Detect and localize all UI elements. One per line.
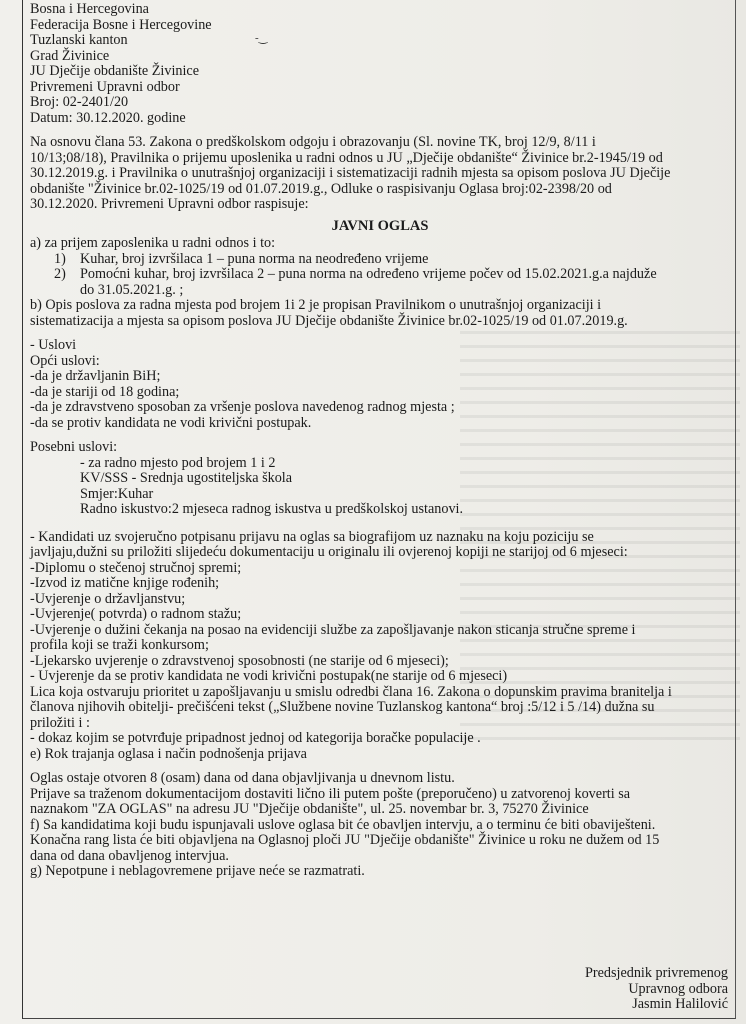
section-a: [30, 236, 730, 298]
general-condition: -da je zdravstveno sposoban za vršenje poslova navedenog radnog mjesta ;: [30, 399, 455, 415]
signature-name: Jasmin Halilović: [632, 996, 728, 1012]
position-number: 1): [54, 250, 66, 267]
document-title: JAVNI OGLAS: [331, 217, 429, 234]
legal-basis-line: 30.12.2019.g. i Pravilnika o unutrašnjoj organizaciji i sistematizaciji radnih mjesta sa opisom poslova JU Dječije: [30, 165, 671, 181]
header-number: Broj: 02-2401/20: [30, 94, 129, 110]
legal-basis-line: 10/13;08/18), Pravilnika o prijemu uposlenika u radni odnos u JU „Dječije obdanište“ Živinice br.2-1945/19 od: [30, 149, 663, 166]
document-item: -Izvod iz matične knjige rođenih;: [30, 575, 220, 591]
legal-basis-line: 30.12.2020. Privremeni Upravni odbor raspisuje:: [30, 196, 309, 212]
document-item: -Uvjerenje( potvrda) o radnom stažu;: [30, 606, 242, 622]
position-item: [30, 267, 730, 283]
special-condition: Smjer:Kuhar: [80, 485, 154, 502]
section-a-heading: a) za prijem zaposlenika u radni odnos i to:: [30, 235, 276, 251]
document-item: - Uvjerenje da se protiv kandidata ne vodi krivični postupak(ne starije od 6 mjeseci): [30, 668, 508, 684]
general-condition: -da je državljanin BiH;: [30, 368, 161, 384]
closing-line: dana od dana obavljenog intervjua.: [30, 847, 229, 864]
position-text: Kuhar, broj izvršilaca 1 – puna norma na neodređeno vrijeme: [80, 250, 429, 267]
document-item: članova njihovih obitelji- prečišćeni tekst („Službene novine Tuzlanskog kantona“ broj :5/12 i 5 /14) dužna su: [30, 699, 655, 715]
legal-basis-line: obdanište "Živinice br.02-1025/19 od 01.07.2019.g., Odluke o raspisivanju Oglasa broj:02-2398/20 od: [30, 180, 612, 197]
header-city: Grad Živinice: [30, 47, 110, 64]
conditions-heading: - Uslovi: [30, 337, 77, 353]
document-item: profila koji se traži konkursom;: [30, 637, 209, 653]
special-conditions-heading: Posebni uslovi:: [30, 439, 118, 455]
conditions-section: [30, 338, 730, 518]
general-conditions-heading: Opći uslovi:: [30, 352, 100, 369]
closing-line: g) Nepotpune i neblagovremene prijave neće se razmatrati.: [30, 863, 365, 879]
closing-section: [30, 771, 730, 880]
header-institution: JU Dječije obdanište Živinice: [30, 63, 200, 79]
section-b-line: b) Opis poslova za radna mjesta pod brojem 1i 2 je propisan Pravilnikom o unutrašnjoj organizaciji i: [30, 297, 602, 313]
closing-line: naznakom "ZA OGLAS" na adresu JU "Dječije obdanište", ul. 25. novembar br. 3, 75270 Živinice: [30, 801, 589, 817]
position-text: Pomoćni kuhar, broj izvršilaca 2 – puna norma na određeno vrijeme počev od 15.02.2021.g.a najduže: [80, 266, 657, 282]
document-item: -Diplomu o stečenoj stručnoj spremi;: [30, 559, 242, 576]
header-canton: Tuzlanski kanton: [30, 32, 128, 48]
document-item: priložiti i :: [30, 714, 90, 731]
document-item: Lica koja ostvaruju prioritet u zapošljavanju u smislu odredbi člana 16. Zakona o dopunskim pravima branitelja i: [30, 683, 672, 700]
closing-line: Prijave sa traženom dokumentacijom dostaviti lično ili putem pošte (preporučeno) u zatvorenoj koverti sa: [30, 785, 631, 802]
document-item: -Uvjerenje o državljanstvu;: [30, 590, 186, 607]
document-item: -Ljekarsko uvjerenje o zdravstvenoj sposobnosti (ne starije od 6 mjeseci);: [30, 652, 449, 669]
header-date: Datum: 30.12.2020. godine: [30, 109, 186, 126]
header-federation: Federacija Bosne i Hercegovine: [30, 16, 212, 33]
header-board: Privremeni Upravni odbor: [30, 78, 180, 95]
signature-block: [585, 966, 728, 1013]
special-condition: KV/SSS - Srednja ugostiteljska škola: [80, 470, 293, 486]
legal-basis-paragraph: [30, 135, 730, 213]
announcement-body: [30, 2, 730, 880]
closing-line: f) Sa kandidatima koji budu ispunjavali uslove oglasa bit će obavljen intervju, a o terminu će biti obaviješteni.: [30, 816, 656, 833]
section-b-line: sistematizacija a mjesta sa opisom poslova JU Dječije obdanište Živinice br.02-1025/19 od 01.07.2019.g.: [30, 312, 628, 329]
header-country: Bosna i Hercegovina: [30, 1, 149, 17]
documents-intro: - Kandidati uz svojeručno potpisanu prijavu na oglas sa biografijom uz naznaku na koju poziciju se: [30, 528, 594, 545]
position-number: 2): [54, 266, 66, 282]
special-condition: - za radno mjesto pod brojem 1 i 2: [80, 454, 276, 471]
position-item: [30, 252, 730, 268]
ink-mark: -‿: [255, 32, 268, 44]
document-item: -Uvjerenje o dužini čekanja na posao na evidenciji službe za zapošljavanje nakon sticanja stručne spreme i: [30, 621, 636, 638]
special-condition: Radno iskustvo:2 mjeseca radnog iskustva u predškolskoj ustanovi.: [80, 501, 464, 517]
signature-body: Upravnog odbora: [628, 980, 728, 997]
general-condition: -da je stariji od 18 godina;: [30, 383, 180, 400]
section-e-heading: e) Rok trajanja oglasa i način podnošenja prijava: [30, 745, 307, 762]
general-condition: -da se protiv kandidata ne vodi krivični postupak.: [30, 414, 312, 431]
documents-section: [30, 530, 730, 763]
legal-basis-line: Na osnovu člana 53. Zakona o predškolskom odgoju i obrazovanju (Sl. novine TK, broj 12/9, 8/11 i: [30, 134, 596, 150]
section-b: [30, 298, 730, 329]
document-item: - dokaz kojim se potvrđuje pripadnost jednoj od kategorija boračke populacije .: [30, 730, 481, 746]
institution-header: [30, 2, 730, 126]
closing-line: Oglas ostaje otvoren 8 (osam) dana od dana objavljivanja u dnevnom listu.: [30, 770, 455, 786]
position-text-continuation: do 31.05.2021.g. ;: [80, 281, 184, 298]
closing-line: Konačna rang lista će biti objavljena na Oglasnoj ploči JU "Dječije obdanište" Živinice u roku ne dužem od 15: [30, 832, 660, 848]
documents-intro: javljaju,dužni su priložiti slijedeću dokumentaciju u originalu ili ovjerenoj kopiji ne starijoj od 6 mjeseci:: [30, 544, 628, 560]
signature-title: Predsjednik privremenog: [584, 965, 728, 981]
